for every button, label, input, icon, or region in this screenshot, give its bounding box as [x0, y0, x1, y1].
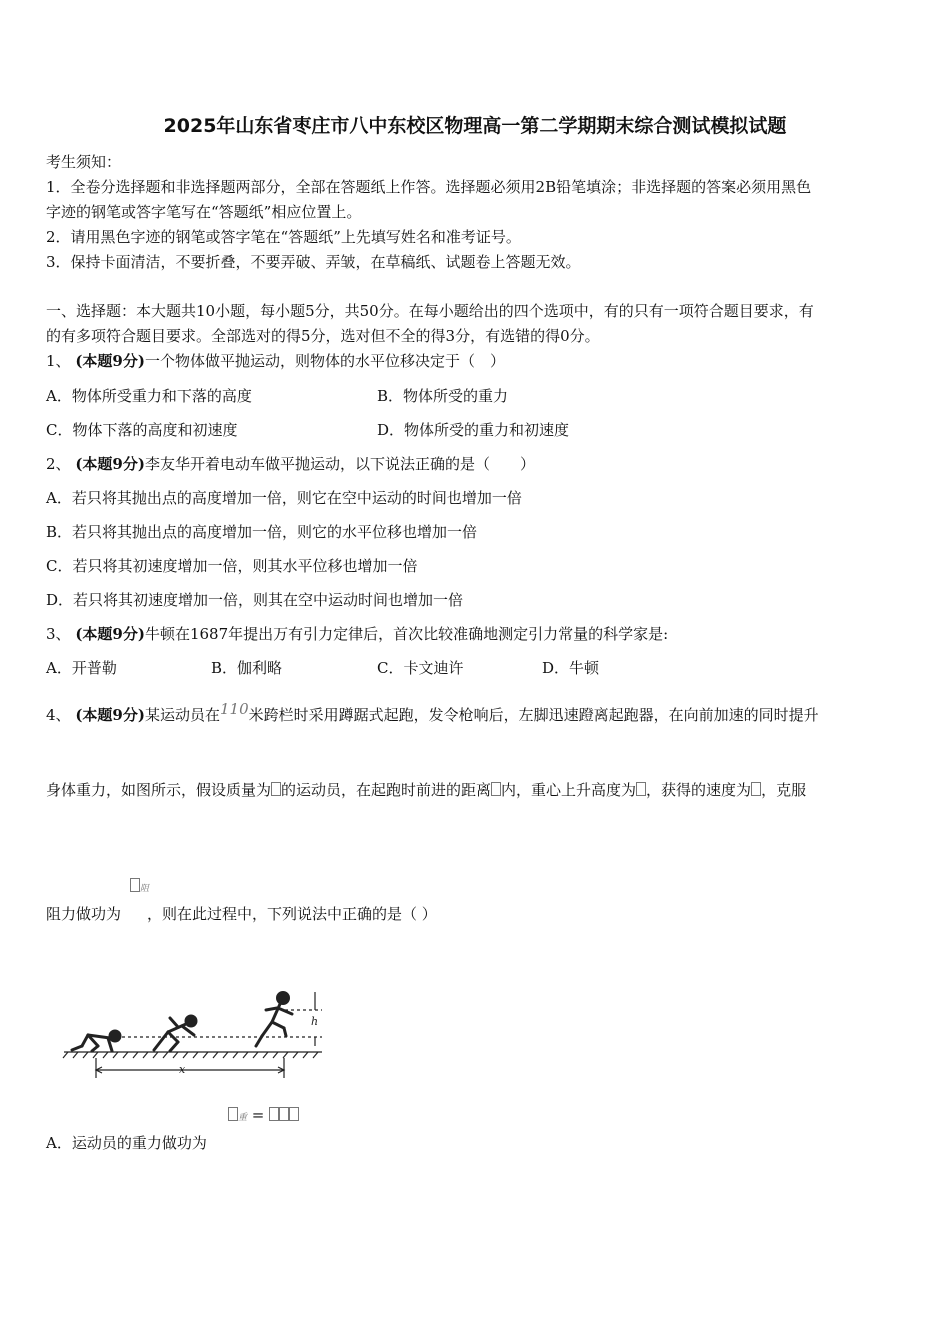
question-number: 3、 — [46, 625, 71, 643]
question-points: (本题9分) — [75, 706, 145, 724]
runner-upright-icon — [256, 993, 292, 1047]
question-1 — [46, 351, 505, 371]
notice-item-3: 3．保持卡面清洁，不要折叠，不要弄破、弄皱，在草稿纸、试题卷上答题无效。 — [46, 253, 581, 271]
question-points: (本题9分) — [75, 352, 145, 370]
q1-option-d: D．物体所受的重力和初速度 — [377, 421, 570, 439]
q4-text-speed: ，获得的速度为 — [646, 781, 752, 799]
q2-option-a: A．若只将其抛出点的高度增加一倍，则它在空中运动的时间也增加一倍 — [46, 489, 522, 507]
q4-line-3 — [46, 904, 437, 924]
question-number: 2、 — [46, 455, 71, 473]
notice-heading: 考生须知： — [46, 153, 122, 171]
q4-text-question: ，则在此过程中，下列说法中正确的是（ ） — [147, 905, 437, 923]
question-3 — [46, 624, 668, 644]
notice-item-1-cont: 字迹的钢笔或答字笔写在“答题纸”相应位置上。 — [46, 203, 362, 221]
q4-text-distance: 的运动员，在起跑时前进的距离 — [281, 781, 492, 799]
q1-option-c: C．物体下落的高度和初速度 — [46, 421, 238, 439]
q1-option-a: A．物体所受重力和下落的高度 — [46, 387, 252, 405]
runner-crouched-icon — [72, 1031, 120, 1051]
q4-option-a: A．运动员的重力做功为 — [46, 1134, 207, 1152]
q4-line-2 — [46, 780, 806, 800]
q3-option-d: D．牛顿 — [542, 659, 600, 677]
math-gravity-work — [228, 1105, 299, 1128]
h-label: h — [311, 1015, 319, 1028]
math-placeholder-icon — [228, 1107, 238, 1121]
x-label: x — [179, 1063, 186, 1076]
runner-driving-icon — [154, 1016, 196, 1051]
q2-option-c: C．若只将其初速度增加一倍，则其水平位移也增加一倍 — [46, 557, 418, 575]
q3-option-a: A．开普勒 — [46, 659, 117, 677]
page-title: 2025年山东省枣庄市八中东校区物理高一第二学期期末综合测试模拟试题 — [163, 115, 787, 137]
question-4 — [46, 700, 819, 725]
math-placeholder-icon — [279, 1107, 289, 1121]
q1-option-b: B．物体所受的重力 — [377, 387, 509, 405]
question-points: (本题9分) — [75, 455, 145, 473]
math-placeholder-icon — [269, 1107, 279, 1121]
question-number: 1、 — [46, 352, 71, 370]
q4-text-overcome: ，克服 — [761, 781, 807, 799]
math-placeholder-icon — [271, 782, 281, 796]
section-heading-cont: 的有多项符合题目要求。全部选对的得5分，选对但不全的得3分，有选错的得0分。 — [46, 327, 600, 345]
q4-text-height: 内，重心上升高度为 — [501, 781, 637, 799]
subscript-resist: 阻 — [140, 884, 150, 894]
notice-item-2: 2．请用黑色字迹的钢笔或答字笔在“答题纸”上先填写姓名和准考证号。 — [46, 228, 521, 246]
math-placeholder-icon — [130, 878, 140, 892]
math-110: 110 — [219, 700, 249, 718]
q4-text-mass: 身体重力，如图所示，假设质量为 — [46, 781, 272, 799]
q2-option-b: B．若只将其抛出点的高度增加一倍，则它的水平位移也增加一倍 — [46, 523, 478, 541]
question-stem: 李友华开着电动车做平抛运动，以下说法正确的是（ ） — [144, 455, 535, 473]
q2-option-d: D．若只将其初速度增加一倍，则其在空中运动时间也增加一倍 — [46, 591, 464, 609]
math-placeholder-icon — [491, 782, 501, 796]
math-placeholder-icon — [751, 782, 761, 796]
q4-text-work: 阻力做功为 — [46, 905, 122, 923]
math-work-resist — [130, 876, 149, 899]
question-2 — [46, 454, 535, 474]
question-stem: 某运动员在 — [144, 706, 220, 724]
question-points: (本题9分) — [75, 625, 145, 643]
section-heading: 一、选择题：本大题共10小题，每小题5分，共50分。在每小题给出的四个选项中，有的只有一项符合题目要求，有 — [46, 302, 814, 320]
ground-hatch — [63, 1052, 318, 1058]
math-placeholder-icon — [636, 782, 646, 796]
q3-option-b: B．伽利略 — [211, 659, 283, 677]
subscript-gravity: 重 — [238, 1113, 248, 1123]
equals-sign: = — [251, 1106, 265, 1124]
question-stem: 一个物体做平抛运动，则物体的水平位移决定于（ ） — [144, 352, 505, 370]
q3-option-c: C．卡文迪许 — [377, 659, 464, 677]
sprint-start-figure — [60, 980, 330, 1080]
math-placeholder-icon — [289, 1107, 299, 1121]
question-stem: 牛顿在1687年提出万有引力定律后，首次比较准确地测定引力常量的科学家是: — [144, 625, 669, 643]
question-stem-cont: 米跨栏时采用蹲踞式起跑，发令枪响后，左脚迅速蹬离起跑器，在向前加速的同时提升 — [248, 706, 819, 724]
question-number: 4、 — [46, 706, 71, 724]
notice-item-1: 1．全卷分选择题和非选择题两部分，全部在答题纸上作答。选择题必须用2B铅笔填涂；非选择题的答案必须用黑色 — [46, 178, 812, 196]
